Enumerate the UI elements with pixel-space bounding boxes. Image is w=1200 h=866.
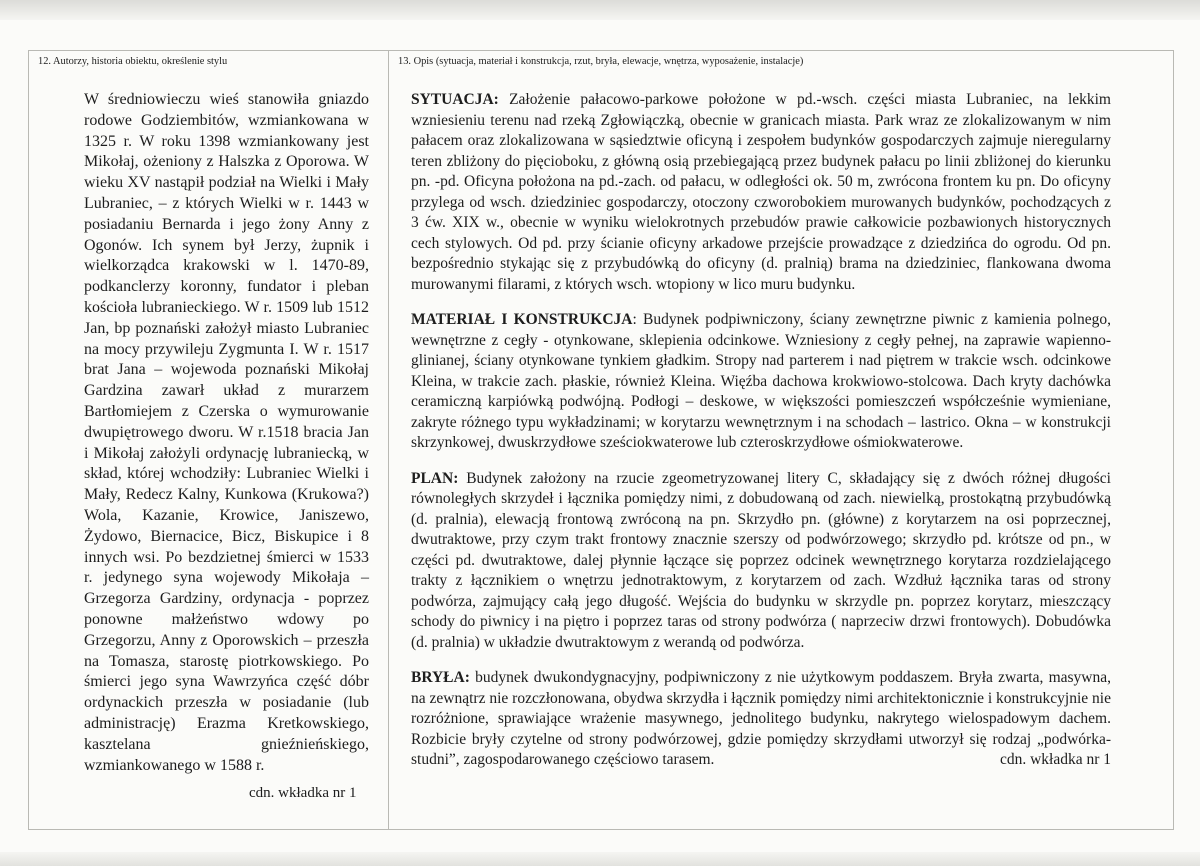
section-text: budynek dwukondygnacyjny, podpiwniczony z nie użytkowym poddaszem. Bryła zwarta, masywna, na zewnątrz nie rozczłonowana, obydwa skrzydła i łącznik pomiędzy nimi architektonicznie i konstrukcyjnie nie rozróżnione, sprawiające wrażenie masywnego, jednolitego budynku, nakrytego wielospadowym dachem. Rozbicie bryły czytelne od strony podwórzowej, gdzie pomiędzy skrzydłami utworzył się rodzaj „podwórka-studni”, zagospodarowanego częściowo tarasem. xyxy=(411,669,1111,768)
scan-top-edge xyxy=(0,0,1200,20)
section-plan xyxy=(411,469,1111,654)
section-heading: MATERIAŁ I KONSTRUKCJA xyxy=(411,311,633,328)
section-text: Budynek założony na rzucie zgeometryzowanej litery C, składający się z dwóch różnej długości równoległych skrzydeł i łącznika pomiędzy nimi, z dobudowaną od zach. niewielką, prostokątną przybudówką (d. pralnia), elewacją frontową zwróconą na pn. Skrzydło pn. (główne) z korytarzem na osi poprzecznej, dwutraktowe, przy czym trakt frontowy znacznie szerszy od podwórzowego; skrzydło pd. krótsze od pn., w części pd. dwutraktowe, dalej płynnie łączące się poprzez odcinek wewnętrznego korytarza rozdzielającego trakty z łącznikiem o wnętrzu jednotraktowym, z korytarzem od zach. Wzdłuż łącznika taras od strony podwórza, zajmujący całą jego długość. Wejścia do budynku w skrzydle pn. poprzez korytarz, mieszczący schody do piwnicy i na piętro i poprzez taras od strony podwórza ( naprzeciw drzwi frontowych). Dobudówka (d. pralnia) w układzie dwutraktowym z werandą od podwórza. xyxy=(411,469,1111,651)
right-continued-note: cdn. wkładka nr 1 xyxy=(999,751,1111,768)
history-column xyxy=(84,90,369,776)
section-heading: BRYŁA: xyxy=(411,669,470,686)
section-heading: PLAN: xyxy=(411,469,459,487)
section-heading: SYTUACJA: xyxy=(411,91,499,108)
section-header-12: 12. Autorzy, historia obiektu, określenie stylu xyxy=(38,56,228,67)
history-text: W średniowieczu wieś stanowiła gniazdo rodowe Godziembitów, wzmiankowana w 1325 r. W roku 1398 wzmiankowany jest Mikołaj, ożeniony z Halszka z Oporowa. W wieku XV nastąpił podział na Wielki i Mały Lubraniec, – z których Wielki w r. 1443 w posiadaniu Bernarda i jego żony Anny z Ogonów. Ich synem był Jerzy, żupnik i wielkorządca krakowski w l. 1470-89, podkanclerzy koronny, fundator i pleban kościoła lubranieckiego. W r. 1509 lub 1512 Jan, bp poznański założył miasto Lubraniec na mocy przywileju Zygmunta I. W r. 1517 brat Jana – wojewoda poznański Mikołaj Gardzina zawarł układ z murarzem Bartłomiejem z Czerska o wymurowanie dwupiętrowego dworu. W r.1518 bracia Jan i Mikołaj założyli ordynację lubraniecką, w skład, której wchodziły: Lubraniec Wielki i Mały, Redecz Kalny, Kunkowa (Krukowa?) Wola, Kazanie, Krowice, Janiszewo, Żydowo, Biernacice, Bicz, Biskupice i 8 innych wsi. Po bezdzietnej śmierci w 1533 r. jedynego syna wojewody Mikołaja – Grzegorza Gardziny, ordynacja - poprzez ponowne małżeństwo wdowy po Grzegorzu, Anny z Oporowskich – przeszła na Tomasza, starostę piotrkowskiego. Po śmierci jego syna Wawrzyńca część dóbr ordynackich przeszła w posiadanie (lub administrację) Erazma Kretkowskiego, kasztelana gnieźnieńskiego, wzmiankowanego w 1588 r. xyxy=(84,91,369,774)
scan-bottom-edge xyxy=(0,852,1200,866)
left-continued-note: cdn. wkładka nr 1 xyxy=(249,785,357,801)
section-bryla xyxy=(411,668,1111,771)
section-sytuacja xyxy=(411,90,1111,295)
column-divider xyxy=(388,50,389,830)
section-header-13: 13. Opis (sytuacja, materiał i konstrukcja, rzut, bryła, elewacje, wnętrza, wyposażenie, instalacje) xyxy=(398,56,804,67)
section-text: : Budynek podpiwniczony, ściany zewnętrzne piwnic z kamienia polnego, wewnętrzne z cegły - otynkowane, sklepienia odcinkowe. Wzniesiony z cegły pełnej, na zaprawie wapienno-glinianej, ściany otynkowane tynkiem gładkim. Stropy nad parterem i nad piętrem w trakcie wsch. odcinkowe Kleina, w trakcie zach. płaskie, również Kleina. Więźba dachowa krokwiowo-stolcowa. Dach kryty dachówka ceramiczną karpiówką podwójną. Podłogi – deskowe, w większości pomieszczeń współcześnie wymieniane, zakryte różnego typu wykładzinami; w korytarzu wewnętrznym i na schodach – lastrico. Okna – w konstrukcji skrzynkowej, dwuskrzydłowe sześciokwaterowe lub czteroskrzydłowe ośmiokwaterowe. xyxy=(411,311,1111,451)
section-text: Założenie pałacowo-parkowe położone w pd.-wsch. części miasta Lubraniec, na lekkim wzniesieniu terenu nad rzeką Zgłowiączką, obecnie w granicach miasta. Park wraz ze zlokalizowanym w nim pałacem oraz zlokalizowana w sąsiedztwie oficyną i zespołem budynków gospodarczych zajmuje nieregularny teren zbliżony do pięcioboku, z główną osią przebiegającą przez budynek pałacu po linii zbliżonej do kierunku pn. -pd. Oficyna położona na pd.-zach. od pałacu, w odległości ok. 50 m, zwrócona frontem ku pn. Do oficyny przylega od wsch. dziedziniec gospodarczy, otoczony czworobokiem murowanych budynków, pochodzących z 3 ćw. XIX w., obecnie w wyniku wielokrotnych przebudów prawie całkowicie pozbawionych historycznych cech stylowych. Od pd. przy ścianie oficyny arkadowe przejście prowadzące z dziedzińca do ogrodu. Od pn. bezpośrednio stykając się z przybudówką do oficyny (d. pralnią) brama na dziedziniec, flankowana dwoma murowanymi filarami, z których wsch. wtopiony w lico muru budynku. xyxy=(411,91,1111,293)
section-material xyxy=(411,310,1111,454)
description-column xyxy=(411,90,1111,786)
